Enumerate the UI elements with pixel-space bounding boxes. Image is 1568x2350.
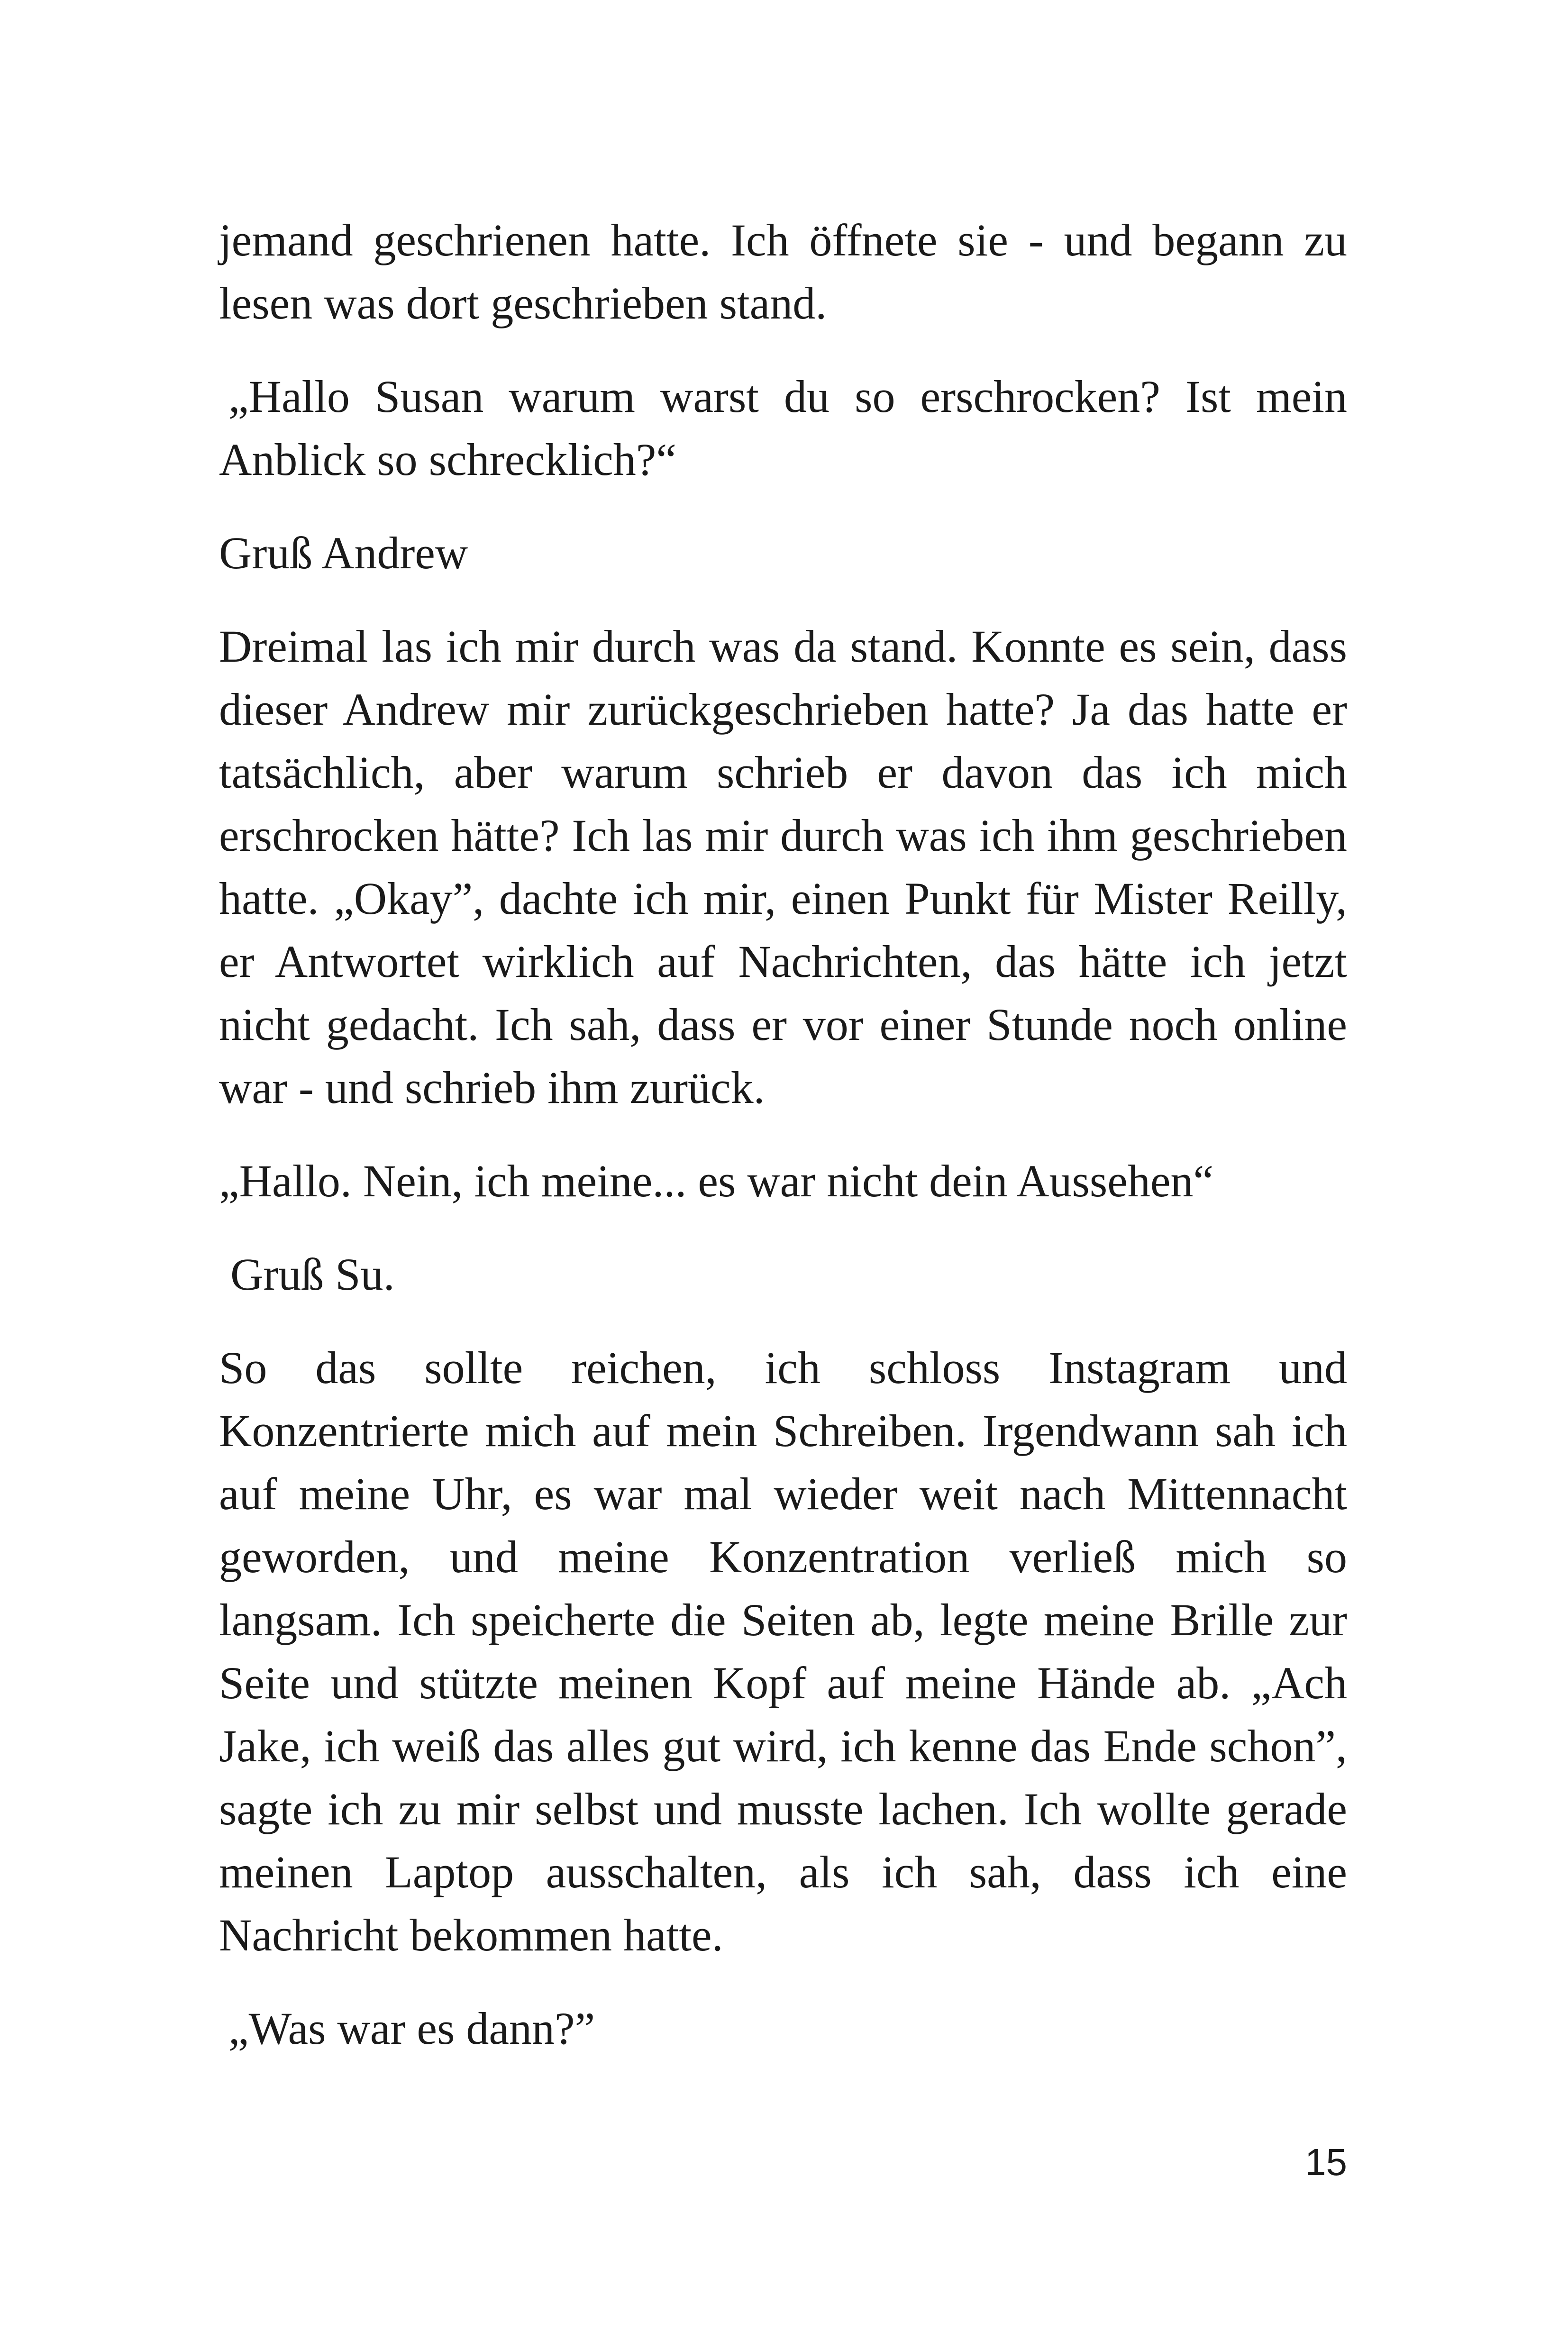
paragraph-message-question: „Was war es dann?” [228,2003,595,2054]
paragraph-message-su: „Hallo. Nein, ich meine... es war nicht dein Aussehen“ [219,1156,1214,1206]
paragraph-signature-andrew: Gruß Andrew [219,528,468,578]
paragraph-narration-2: So das sollte reichen, ich schloss Instagram und Konzentrierte mich auf mein Schreiben. Irgendwann sah ich auf meine Uhr, es war mal wieder weit nach Mittennacht geworden, und meine Konzentration verließ mich so langsam. Ich speicherte die Seiten ab, legte meine Brille zur Seite und stützte meinen Kopf auf meine Hände ab. „Ach Jake, ich weiß das alles gut wird, ich kenne das Ende schon”, sagte ich zu mir selbst und musste lachen. Ich wollte gerade meinen Laptop ausschalten, als ich sah, dass ich eine Nachricht bekommen hatte. [219,1342,1347,1960]
body-text [219,209,1347,2090]
paragraph-message-andrew: „Hallo Susan warum warst du so erschrocken? Ist mein Anblick so schrecklich?“ [219,371,1347,485]
paragraph-continuation: jemand geschrienen hatte. Ich öffnete sie - und begann zu lesen was dort geschrieben stand. [219,215,1347,328]
page-number: 15 [1305,2141,1347,2183]
paragraph-narration-1: Dreimal las ich mir durch was da stand. Konnte es sein, dass dieser Andrew mir zurückgeschrieben hatte? Ja das hatte er tatsächlich, aber warum schrieb er davon das ich mich erschrocken hätte? Ich las mir durch was ich ihm geschrieben hatte. „Okay”, dachte ich mir, einen Punkt für Mister Reilly, er Antwortet wirklich auf Nachrichten, das hätte ich jetzt nicht gedacht. Ich sah, dass er vor einer Stunde noch online war - und schrieb ihm zurück. [219,621,1347,1113]
paragraph-signature-su: Gruß Su. [230,1249,395,1300]
